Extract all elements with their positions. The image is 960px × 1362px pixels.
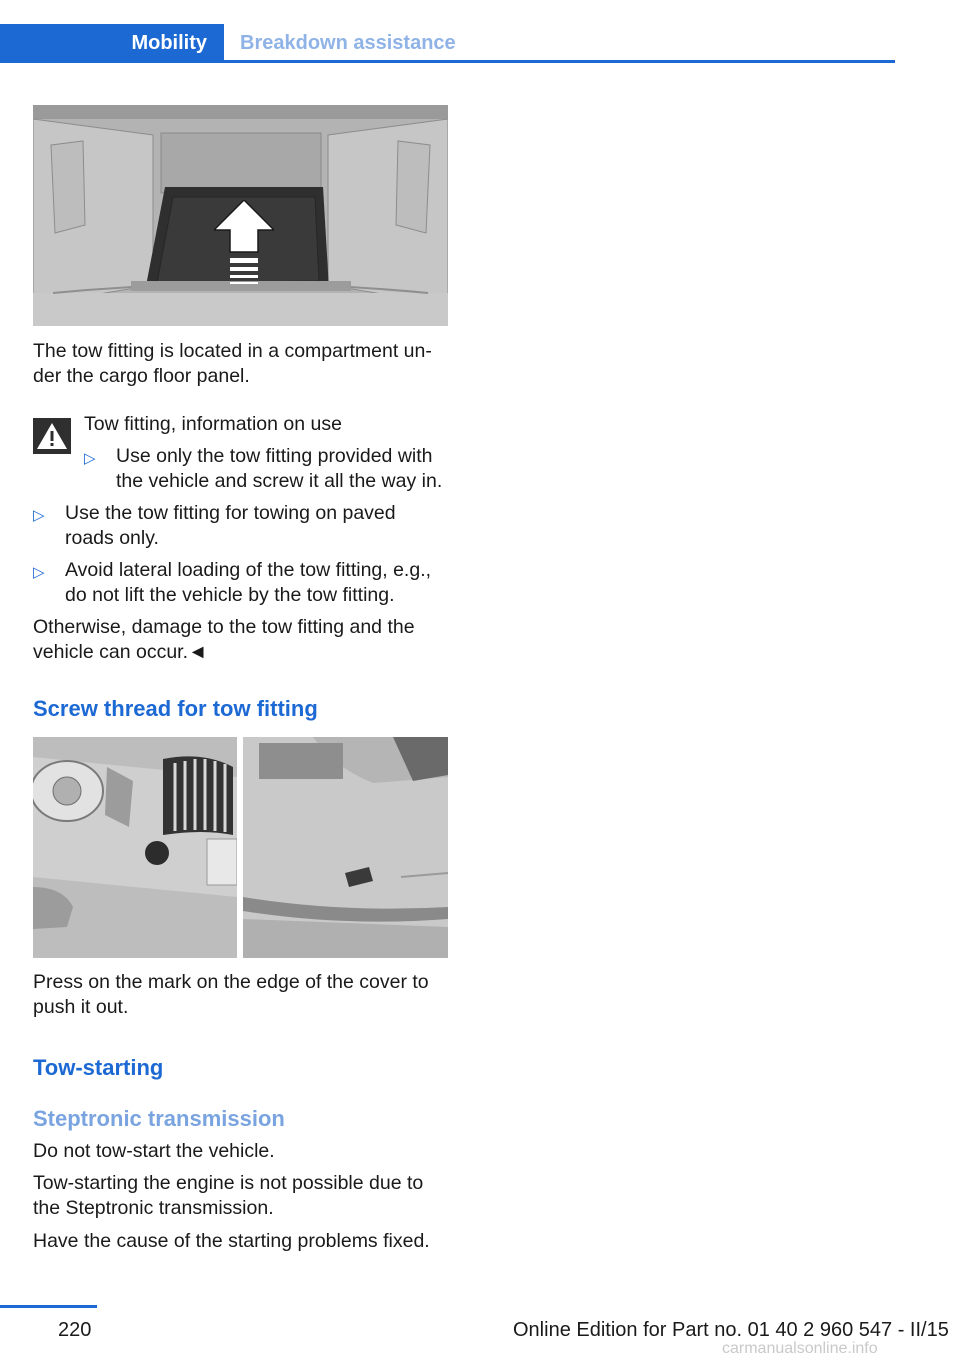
page-number: 220 [58,1319,92,1341]
section-tab: Breakdown assistance [240,31,456,54]
screw-thread-heading: Screw thread for tow fitting [33,696,318,721]
cargo-floor-figure [33,105,448,326]
warning-title: Tow fitting, information on use [84,413,342,435]
watermark: carmanualsonline.info [722,1340,878,1357]
steptronic-heading: Steptronic transmission [33,1106,285,1131]
triangle-right-icon: ▷ [33,564,45,581]
warning-list-item: ▷ Use only the tow fitting provided with the vehicle and screw it all the way in. [84,445,443,492]
edition-note: Online Edition for Part no. 01 40 2 960 547 - II/15 [513,1319,949,1341]
warning-list-item: ▷ Use the tow fitting for towing on paved roads only. [33,502,396,549]
chapter-tab: Mobility [0,24,224,62]
arrow-up-icon [214,200,274,290]
steptronic-paragraph: Tow-starting the engine is not possible due to the Steptronic transmission. [33,1172,424,1219]
tow-starting-heading: Tow-starting [33,1055,164,1080]
triangle-right-icon: ▷ [84,450,96,467]
intro-paragraph: The tow fitting is located in a compartment un-der the cargo floor panel. [33,340,432,387]
triangle-right-icon: ▷ [33,507,45,524]
bumper-cover-figure [33,737,448,958]
page-header [0,0,960,64]
steptronic-paragraph: Do not tow-start the vehicle. [33,1140,275,1162]
warning-list-item: ▷ Avoid lateral loading of the tow fitting, e.g., do not lift the vehicle by the tow fitting. [33,559,432,606]
warning-icon [33,418,71,454]
footer-rule [0,1305,97,1308]
screw-paragraph: Press on the mark on the edge of the cover to push it out. [33,971,429,1018]
header-rule [0,60,895,63]
steptronic-paragraph: Have the cause of the starting problems fixed. [33,1230,430,1252]
warning-closing: Otherwise, damage to the tow fitting and the vehicle can occur.◄ [33,616,415,663]
